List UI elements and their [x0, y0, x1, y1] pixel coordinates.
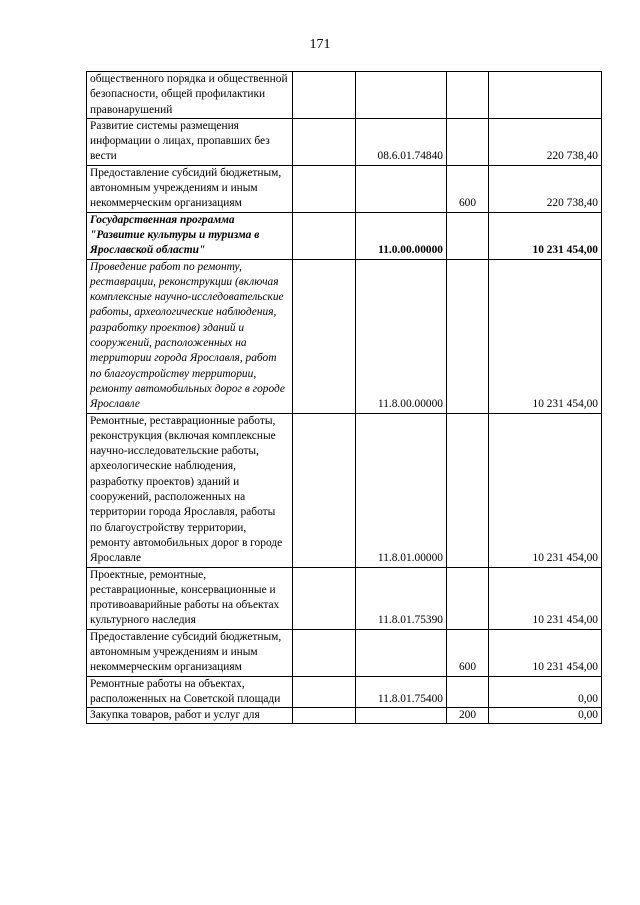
table-row [87, 413, 602, 567]
page-number: 171 [309, 37, 331, 52]
table-row [87, 676, 602, 708]
amount [489, 72, 602, 119]
expense-type: 600 [447, 629, 489, 676]
row-name: Ремонтные работы на объектах, расположенных на Советской площади [87, 676, 293, 708]
expense-type [447, 212, 489, 259]
empty-cell [293, 72, 356, 119]
empty-cell [293, 118, 356, 165]
amount: 0,00 [489, 676, 602, 708]
empty-cell [293, 567, 356, 629]
target-code: 11.8.01.75390 [356, 567, 447, 629]
target-code: 11.8.01.75400 [356, 676, 447, 708]
table-row [87, 165, 602, 212]
budget-table [86, 71, 602, 724]
amount: 10 231 454,00 [489, 259, 602, 413]
empty-cell [293, 708, 356, 724]
amount: 10 231 454,00 [489, 212, 602, 259]
target-code: 11.8.00.00000 [356, 259, 447, 413]
target-code: 11.8.01.00000 [356, 413, 447, 567]
target-code: 08.6.01.74840 [356, 118, 447, 165]
table-row [87, 118, 602, 165]
row-name: Проведение работ по ремонту, реставрации, реконструкции (включая комплексные научно-исследовательские работы, археологические наблюдения, разработку проектов) зданий и сооружений, расположенных на территории города Ярославля, работ по благоустройству территории, ремонту автомобильных дорог в городе Ярославле [87, 259, 293, 413]
expense-type [447, 72, 489, 119]
table-row [87, 212, 602, 259]
row-name: Ремонтные, реставрационные работы, реконструкция (включая комплексные научно-исследовательские работы, археологические наблюдения, разработку проектов) зданий и сооружений, расположенных на территории города Ярославля, работы по благоустройству территории, ремонту автомобильных дорог в городе Ярославле [87, 413, 293, 567]
empty-cell [293, 259, 356, 413]
empty-cell [293, 413, 356, 567]
target-code [356, 708, 447, 724]
table-row [87, 629, 602, 676]
expense-type [447, 259, 489, 413]
table-row [87, 567, 602, 629]
empty-cell [293, 165, 356, 212]
table-row [87, 259, 602, 413]
row-name: Предоставление субсидий бюджетным, автономным учреждениям и иным некоммерческим организациям [87, 165, 293, 212]
target-code [356, 629, 447, 676]
row-name: общественного порядка и общественной безопасности, общей профилактики правонарушений [87, 72, 293, 119]
target-code: 11.0.00.00000 [356, 212, 447, 259]
empty-cell [293, 629, 356, 676]
empty-cell [293, 676, 356, 708]
row-name: Государственная программа "Развитие культуры и туризма в Ярославской области" [87, 212, 293, 259]
amount: 0,00 [489, 708, 602, 724]
amount: 220 738,40 [489, 118, 602, 165]
expense-type: 600 [447, 165, 489, 212]
row-name: Проектные, ремонтные, реставрационные, консервационные и противоаварийные работы на объектах культурного наследия [87, 567, 293, 629]
amount: 10 231 454,00 [489, 413, 602, 567]
target-code [356, 72, 447, 119]
amount: 220 738,40 [489, 165, 602, 212]
empty-cell [293, 212, 356, 259]
row-name: Закупка товаров, работ и услуг для [87, 708, 293, 724]
row-name: Развитие системы размещения информации о лицах, пропавших без вести [87, 118, 293, 165]
row-name: Предоставление субсидий бюджетным, автономным учреждениям и иным некоммерческим организациям [87, 629, 293, 676]
amount: 10 231 454,00 [489, 567, 602, 629]
expense-type [447, 567, 489, 629]
table-row [87, 72, 602, 119]
expense-type [447, 118, 489, 165]
expense-type [447, 413, 489, 567]
expense-type: 200 [447, 708, 489, 724]
expense-type [447, 676, 489, 708]
table-row [87, 708, 602, 724]
target-code [356, 165, 447, 212]
amount: 10 231 454,00 [489, 629, 602, 676]
